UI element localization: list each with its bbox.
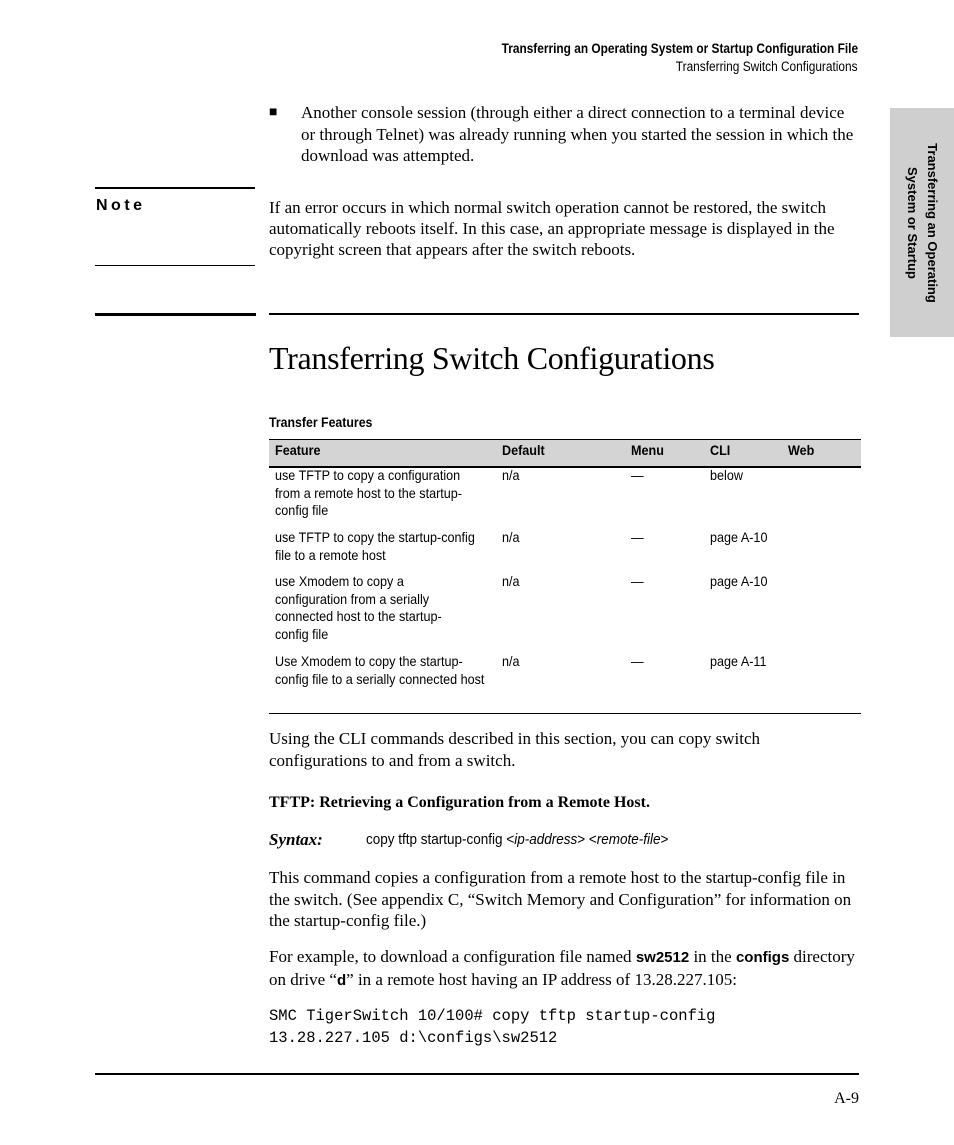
table-cell-default: n/a bbox=[502, 653, 520, 669]
code-example bbox=[269, 1005, 715, 1049]
column-header-cli: CLI bbox=[710, 442, 731, 458]
bullet-square-icon: ■ bbox=[269, 105, 278, 120]
intro-paragraph: Using the CLI commands described in this section, you can copy switch configurations to and from a switch. bbox=[269, 729, 761, 770]
subheading: TFTP: Retrieving a Configuration from a Remote Host. bbox=[269, 794, 650, 811]
page-number: A-9 bbox=[834, 1090, 859, 1107]
column-header-feature: Feature bbox=[275, 442, 321, 458]
column-header-default: Default bbox=[502, 442, 545, 458]
running-header-section: Transferring Switch Configurations bbox=[676, 59, 858, 74]
side-tab-line-2: System or Startup bbox=[905, 166, 920, 279]
side-tab-label bbox=[902, 118, 942, 328]
table-cell-feature: use TFTP to copy a configuration from a remote host to the startup-config file bbox=[275, 467, 462, 519]
table-cell-feature: use Xmodem to copy a configuration from a serially connected host to the startup-config file bbox=[275, 573, 442, 643]
section-rule-left bbox=[95, 313, 256, 316]
table-row bbox=[269, 653, 861, 709]
table-row bbox=[269, 573, 861, 647]
table-bottom-rule bbox=[269, 713, 861, 714]
table-cell-cli: page A-10 bbox=[710, 573, 768, 589]
note-bottom-rule bbox=[95, 265, 255, 266]
table-cell-feature: use TFTP to copy the startup-config file to a remote host bbox=[275, 529, 475, 563]
table-header-row bbox=[269, 439, 861, 468]
table-cell-menu: — bbox=[631, 573, 644, 589]
table-row bbox=[269, 467, 861, 523]
example-paragraph bbox=[269, 946, 861, 991]
table-cell-menu: — bbox=[631, 467, 644, 483]
footer-rule bbox=[95, 1073, 859, 1075]
table-cell-cli: page A-11 bbox=[710, 653, 767, 669]
example-filename: sw2512 bbox=[635, 949, 690, 966]
note-label: Note bbox=[96, 197, 146, 214]
side-tab-line-1: Transferring an Operating bbox=[925, 142, 940, 303]
example-text-3: directory on drive “ bbox=[269, 947, 855, 989]
table-cell-feature: Use Xmodem to copy the startup-config file to a serially connected host bbox=[275, 653, 485, 687]
column-header-web: Web bbox=[788, 442, 815, 458]
table-cell-menu: — bbox=[631, 529, 644, 545]
code-line-1: SMC TigerSwitch 10/100# copy tftp startup-config bbox=[269, 1007, 716, 1025]
running-header-chapter: Transferring an Operating System or Startup Configuration File bbox=[501, 41, 858, 56]
example-directory: configs bbox=[735, 949, 790, 966]
example-drive: d bbox=[336, 971, 347, 989]
table-row bbox=[269, 529, 861, 567]
syntax-command: copy tftp startup-config <ip-address> <remote-file> bbox=[366, 831, 669, 848]
chapter-side-tab bbox=[890, 108, 954, 337]
syntax-label: Syntax: bbox=[269, 830, 323, 849]
syntax-arg-remote-file: remote-file bbox=[596, 831, 661, 848]
table-cell-default: n/a bbox=[502, 529, 520, 545]
note-text: If an error occurs in which normal switch operation cannot be restored, the switch automatically reboots itself. In this case, an appropriate message is displayed in the copyright screen that appears after the switch reboots. bbox=[269, 198, 835, 259]
table-caption: Transfer Features bbox=[269, 414, 373, 430]
column-header-menu: Menu bbox=[631, 442, 664, 458]
description-paragraph: This command copies a configuration from a remote host to the startup-config file in the switch. (See appendix C, “Switch Memory and Configuration” for information on the startup-config file.) bbox=[269, 868, 852, 930]
section-rule-right bbox=[269, 313, 859, 315]
code-line-2: 13.28.227.105 d:\configs\sw2512 bbox=[269, 1029, 558, 1047]
table-cell-cli: below bbox=[710, 467, 743, 483]
table-cell-cli: page A-10 bbox=[710, 529, 768, 545]
example-text-4: ” in a remote host having an IP address of 13.28.227.105: bbox=[346, 969, 737, 989]
example-text-1: For example, to download a configuration file named bbox=[269, 947, 636, 966]
table-cell-default: n/a bbox=[502, 467, 520, 483]
syntax-arg-ip-address: ip-address bbox=[514, 831, 578, 848]
table-cell-menu: — bbox=[631, 653, 644, 669]
section-title: Transferring Switch Configurations bbox=[269, 340, 715, 376]
syntax-command-text: copy tftp startup-config bbox=[366, 831, 503, 848]
bullet-item-text: Another console session (through either a direct connection to a terminal device or through Telnet) was already running when you started the session in which the download was attempted. bbox=[301, 103, 854, 165]
table-cell-default: n/a bbox=[502, 573, 520, 589]
example-text-2: in the bbox=[689, 947, 736, 966]
note-top-rule bbox=[95, 187, 255, 189]
